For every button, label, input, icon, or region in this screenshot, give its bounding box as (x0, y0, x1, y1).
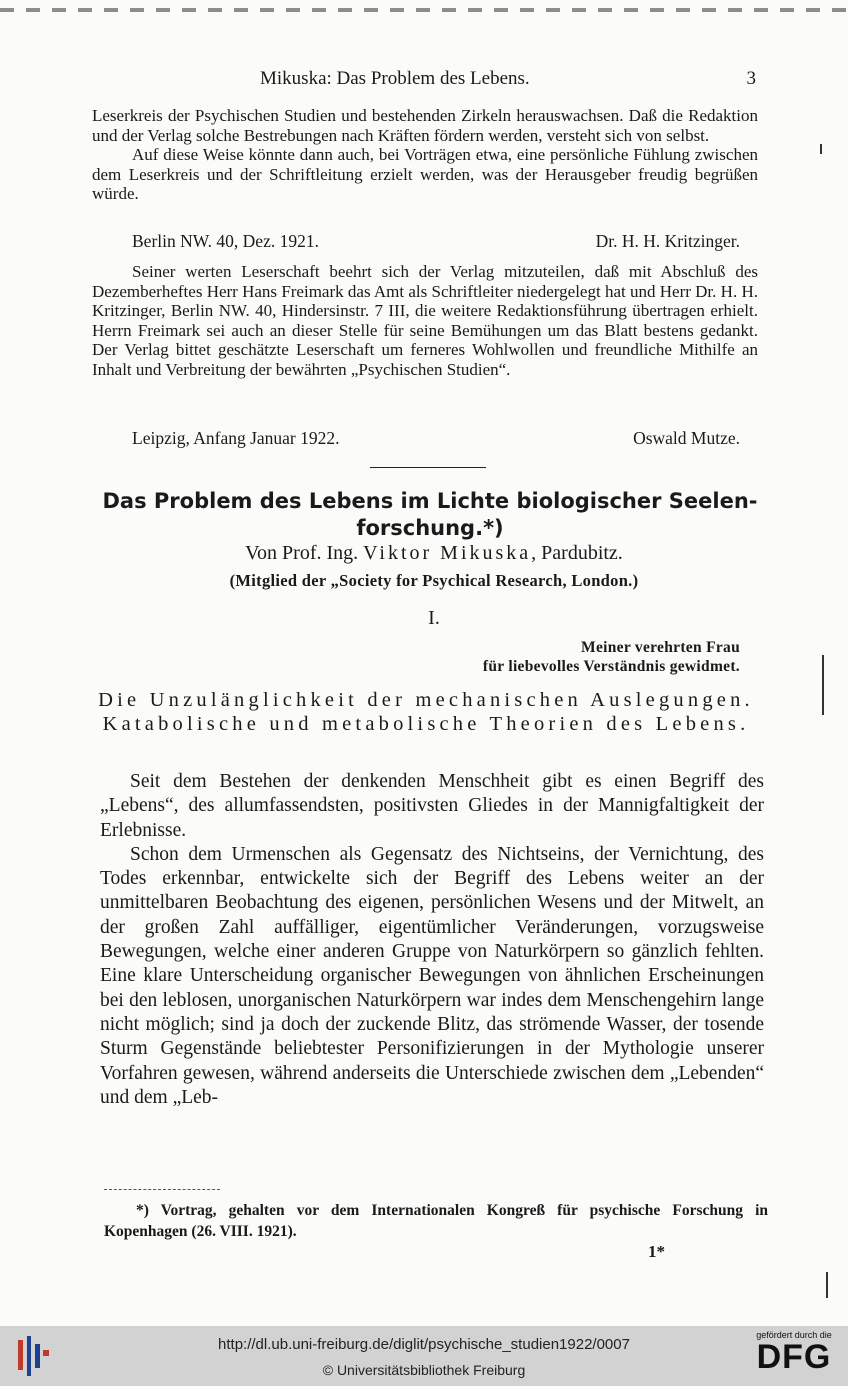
footer-url[interactable]: http://dl.ub.uni-freiburg.de/diglit/psychische_studien1922/0007 (218, 1336, 630, 1353)
article-body (100, 770, 764, 1110)
dfg-wordmark: DFG (756, 1338, 832, 1376)
publisher-note-text: Seiner werten Leserschaft beehrt sich der Verlag mitzuteilen, daß mit Abschluß des Dezemberheftes Herr Hans Freimark das Amt als Schriftleiter niedergelegt hat und Herr Dr. H. H. Kritzinger, Berlin NW. 40, Hindersinstr. 7 III, die weitere Redaktionsführung übertragen erhielt. Herrn Freimark sei auch an dieser Stelle für seine Bemühungen um das Blatt bestens gedankt. Der Verlag bittet geschätzte Leserschaft um ferneres Wohlwollen und freundliche Mithilfe an Inhalt und Verbreitung der bewährten „Psychischen Studien“. (92, 262, 758, 379)
publisher-note (92, 262, 758, 379)
scan-edge-mark (826, 1272, 828, 1298)
footnote-rule (104, 1189, 220, 1190)
article-title-line: Das Problem des Lebens im Lichte biologischer Seelen- (102, 489, 758, 513)
footer-bar (0, 1326, 848, 1386)
running-head (260, 68, 760, 90)
page-number: 3 (746, 68, 756, 89)
intro-paragraph: Leserkreis der Psychischen Studien und bestehenden Zirkeln herauswachsen. Daß die Redaktion und der Verlag solche Bestrebungen nach Kräften fördern werden, versteht sich von selbst. (92, 106, 758, 145)
author-name: Viktor Mikuska (363, 542, 532, 564)
signature-mark: 1* (648, 1242, 665, 1261)
dedication-line: für liebevolles Verständnis gewidmet. (482, 658, 740, 675)
publisher-place-date: Leipzig, Anfang Januar 1922. (132, 428, 340, 448)
body-paragraph: Seit dem Bestehen der denkenden Menschheit gibt es einen Begriff des „Lebens“, des allumfassendsten, positivsten Gliedes in der Mannigfaltigkeit der Erlebnisse. (100, 771, 764, 841)
author-prefix: Von Prof. Ing. (245, 542, 359, 564)
dedication-line: Meiner verehrten Frau (581, 639, 740, 656)
body-paragraph: Schon dem Urmenschen als Gegensatz des Nichtseins, der Vernichtung, des Todes erkennbar, entwickelte sich der Begriff des Lebens weiter an der unmittelbaren Beobachtung des eigenen, persönlichen Wesens und der Mitwelt, an der großen Zahl auffälliger, eigentümlicher Veränderungen, vorzugsweise Bewegungen, welche einer anderen Gruppe von Naturkörpern so gänzlich fehlten. Eine klare Unterscheidung organischer Bewegungen von ähnlichen Erscheinungen bei den leblosen, unorganischen Naturkörpern war indes dem Menschengehirn lange nicht möglich; sind ja doch der zuckende Blitz, das strömende Wasser, der tosende Sturm Gegenstände beliebtester Personifizierungen in der Mythologie unserer Vorfahren gewesen, während anderseits die Unterschiede zwischen dem „Lebenden“ und dem „Leb- (100, 843, 764, 1108)
author-suffix: , Pardubitz. (531, 542, 623, 564)
publisher-signature-line (132, 428, 740, 449)
running-head-title: Mikuska: Das Problem des Lebens. (260, 68, 530, 89)
article-title (88, 488, 772, 542)
article-title-line: forschung.*) (356, 516, 504, 540)
article-author (100, 542, 768, 565)
section-heading: Die Unzulänglichkeit der mechanischen Auslegungen. Katabolische und metabolische Theorien des Lebens. (98, 689, 754, 735)
author-membership: (Mitglied der „Society for Psychical Research, London.) (229, 571, 639, 590)
footer-copyright: © Universitätsbibliothek Freiburg (322, 1362, 526, 1378)
scan-edge-mark (822, 655, 824, 715)
intro-place-date: Berlin NW. 40, Dez. 1921. (132, 231, 319, 251)
dfg-logo (748, 1330, 840, 1374)
intro-paragraph: Auf diese Weise könnte dann auch, bei Vorträgen etwa, eine persönliche Fühlung zwischen dem Leserkreis und der Schriftleitung erzielt werden, was der Herausgeber freudig begrüßen würde. (92, 145, 758, 203)
dfg-caption: gefördert durch die (756, 1330, 832, 1340)
intro-signature-line (132, 231, 740, 252)
scan-edge-mark (820, 144, 822, 154)
section-divider (370, 467, 486, 468)
footnote: *) Vortrag, gehalten vor dem Internationalen Kongreß für psychische Forschung in Kopenhagen (26. VIII. 1921). (104, 1202, 768, 1240)
part-number: I. (428, 607, 440, 629)
intro-signature: Dr. H. H. Kritzinger. (595, 231, 740, 251)
dedication (483, 638, 740, 676)
publisher-signature: Oswald Mutze. (633, 428, 740, 448)
page-top-edge (0, 8, 848, 12)
intro-text (92, 106, 758, 204)
